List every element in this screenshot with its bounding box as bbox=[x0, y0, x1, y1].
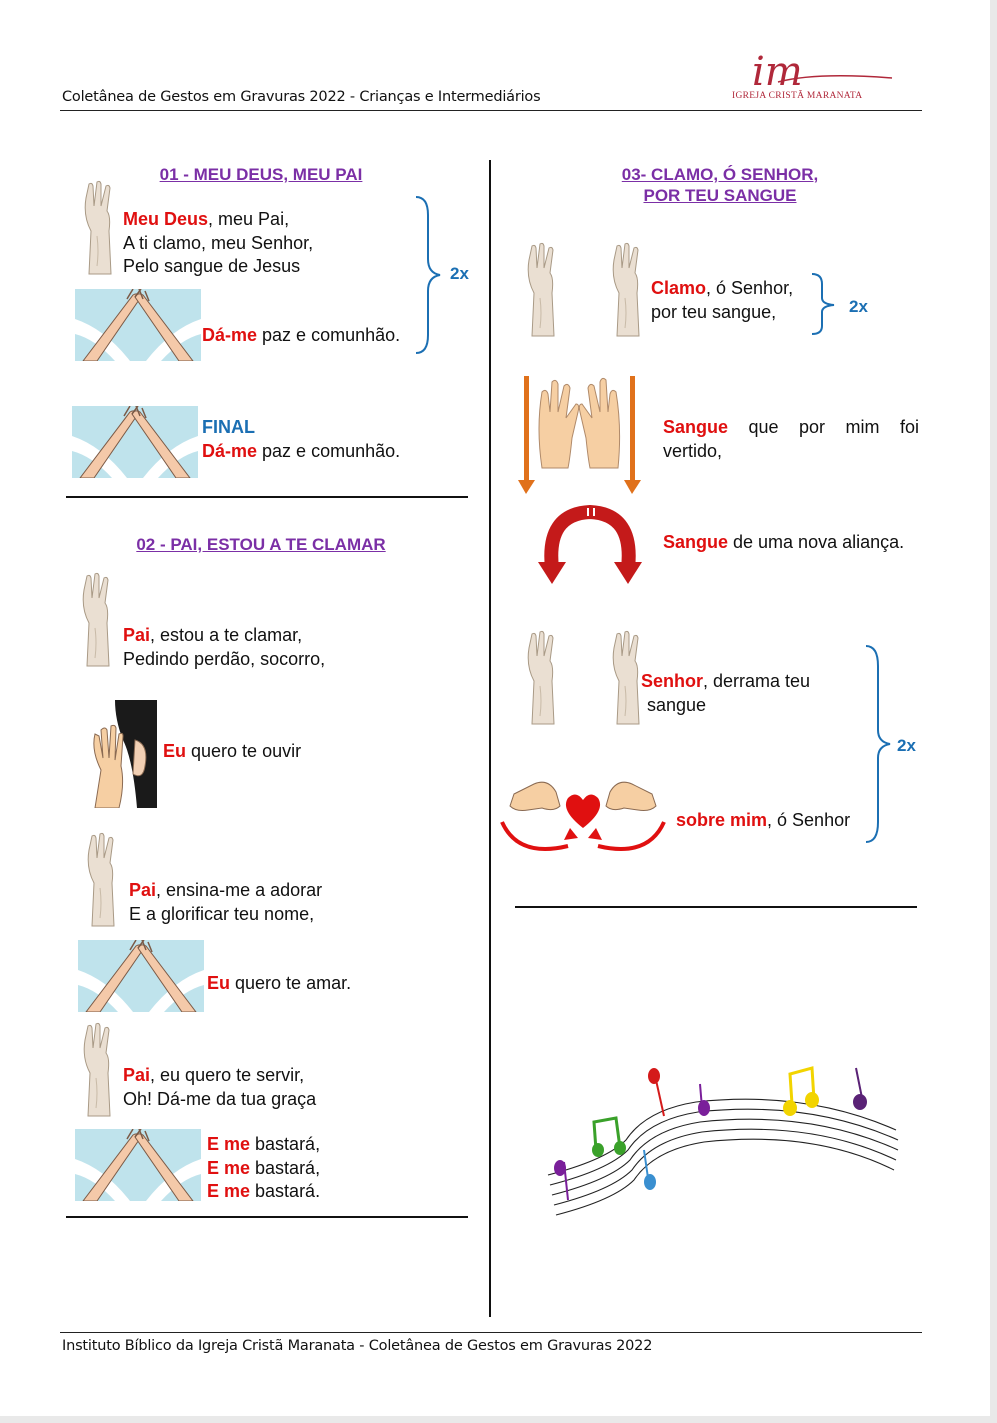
song2-d-text: quero te amar. bbox=[230, 973, 352, 993]
song1-repeat: 2x bbox=[450, 264, 469, 283]
song2-f2-text: bastará, bbox=[250, 1157, 321, 1178]
song1-line1-red: Meu Deus bbox=[123, 209, 209, 229]
raised-hand-icon bbox=[76, 1018, 122, 1120]
song2-c-line2: E a glorificar teu nome, bbox=[129, 903, 315, 924]
song3-a-text: , ó Senhor, bbox=[706, 278, 794, 298]
song3-verse-a bbox=[651, 277, 793, 324]
song3-title bbox=[560, 164, 880, 206]
song2-f1-red: E me bbox=[207, 1134, 251, 1154]
header-title: Coletânea de Gestos em Gravuras 2022 - Crianças e Intermediários bbox=[62, 89, 541, 105]
song2-c-red: Pai bbox=[129, 880, 157, 900]
song3-title-line1: 03- CLAMO, Ó SENHOR, bbox=[621, 165, 819, 184]
song3-a-line2: por teu sangue, bbox=[651, 301, 777, 322]
song2-verse-a bbox=[123, 624, 453, 671]
song1-verse bbox=[123, 208, 423, 279]
song1-line4-text: paz e comunhão. bbox=[257, 325, 401, 345]
repeat-brace-icon bbox=[810, 272, 840, 336]
song3-d-line2: sangue bbox=[647, 694, 707, 715]
song2-f2-red: E me bbox=[207, 1157, 251, 1178]
song1-line1: , meu Pai, bbox=[208, 209, 290, 229]
raised-hand-icon bbox=[80, 828, 126, 930]
song3-verse-c bbox=[663, 531, 919, 555]
crossed-hands-icon bbox=[72, 406, 198, 478]
song3-repeat-b: 2x bbox=[897, 736, 916, 755]
song3-title-line2: POR TEU SANGUE bbox=[643, 186, 797, 205]
song2-verse-d bbox=[207, 972, 351, 996]
song3-d-text: , derrama teu bbox=[703, 671, 811, 691]
column-divider bbox=[489, 160, 491, 1317]
section-divider bbox=[515, 906, 917, 908]
song2-title: 02 - PAI, ESTOU A TE CLAMAR bbox=[136, 535, 386, 554]
song1-line2: A ti clamo, meu Senhor, bbox=[123, 232, 314, 253]
song3-b-red: Sangue bbox=[663, 417, 729, 437]
song1-line3: Pelo sangue de Jesus bbox=[123, 256, 301, 276]
song2-f3-red: E me bbox=[207, 1181, 251, 1201]
song3-d-red: Senhor bbox=[641, 671, 704, 691]
ear-listening-icon bbox=[85, 700, 157, 808]
repeat-brace-icon bbox=[412, 195, 446, 355]
song2-a-text: , estou a te clamar, bbox=[150, 625, 303, 645]
song1-title: 01 - MEU DEUS, MEU PAI bbox=[159, 165, 363, 184]
song3-c-text: de uma nova aliança. bbox=[728, 532, 905, 552]
song1-final-text: paz e comunhão. bbox=[257, 440, 401, 461]
song2-a-red: Pai bbox=[123, 625, 151, 645]
logo-initials: im bbox=[752, 49, 803, 95]
song3-b-text: que por mim foi vertido, bbox=[663, 417, 919, 461]
song2-e-line2: Oh! Dá-me da tua graça bbox=[123, 1088, 317, 1109]
logo-text: IGREJA CRISTÃ MARANATA bbox=[732, 91, 863, 101]
raised-hand-icon bbox=[75, 568, 121, 670]
song2-verse-b bbox=[163, 740, 301, 764]
logo-swoosh-icon bbox=[776, 68, 894, 88]
crossed-hands-icon bbox=[75, 1129, 201, 1201]
song3-e-red: sobre mim bbox=[676, 810, 768, 830]
crossed-hands-icon bbox=[78, 940, 204, 1012]
crossed-hands-icon bbox=[75, 289, 201, 361]
song2-f1-text: bastará, bbox=[250, 1134, 321, 1154]
repeat-brace-icon bbox=[862, 644, 896, 846]
song3-a-red: Clamo bbox=[651, 278, 707, 298]
song3-c-red: Sangue bbox=[663, 532, 729, 552]
raised-hand-icon bbox=[605, 238, 651, 340]
raised-hand-icon bbox=[520, 626, 566, 728]
section-divider bbox=[66, 1216, 468, 1218]
song1-final bbox=[202, 416, 400, 463]
song1-line4 bbox=[202, 324, 400, 348]
heart-hands-icon bbox=[498, 770, 668, 860]
song2-b-text: quero te ouvir bbox=[186, 741, 302, 761]
song2-verse-c bbox=[129, 879, 459, 926]
music-notes-icon bbox=[546, 1060, 902, 1225]
song3-verse-b bbox=[663, 416, 919, 463]
section-divider bbox=[66, 496, 468, 498]
song1-final-label: FINAL bbox=[202, 417, 255, 437]
raised-hand-icon bbox=[77, 176, 123, 278]
song2-d-red: Eu bbox=[207, 973, 231, 993]
song2-a-line2: Pedindo perdão, socorro, bbox=[123, 648, 326, 669]
song2-e-red: Pai bbox=[123, 1065, 151, 1085]
footer-text: Instituto Bíblico da Igreja Cristã Maranata - Coletânea de Gestos em Gravuras 2022 bbox=[62, 1338, 653, 1354]
raised-hand-icon bbox=[520, 238, 566, 340]
song2-f3-text: bastará. bbox=[250, 1181, 321, 1201]
header-rule bbox=[60, 110, 922, 111]
song2-e-text: , eu quero te servir, bbox=[150, 1065, 305, 1085]
song2-verse-e bbox=[123, 1064, 453, 1111]
song2-verse-f bbox=[207, 1133, 320, 1204]
song1-line4-red: Dá-me bbox=[202, 325, 258, 345]
song1-final-red: Dá-me bbox=[202, 440, 258, 461]
song3-verse-d bbox=[641, 670, 810, 717]
song3-repeat-a: 2x bbox=[849, 297, 868, 316]
circular-arrows-icon bbox=[538, 504, 642, 586]
song2-b-red: Eu bbox=[163, 741, 187, 761]
footer-rule bbox=[60, 1332, 922, 1333]
song3-verse-e bbox=[676, 809, 850, 833]
song3-e-text: , ó Senhor bbox=[767, 810, 851, 830]
blood-pouring-hands-icon bbox=[518, 368, 644, 494]
song2-c-text: , ensina-me a adorar bbox=[156, 880, 323, 900]
